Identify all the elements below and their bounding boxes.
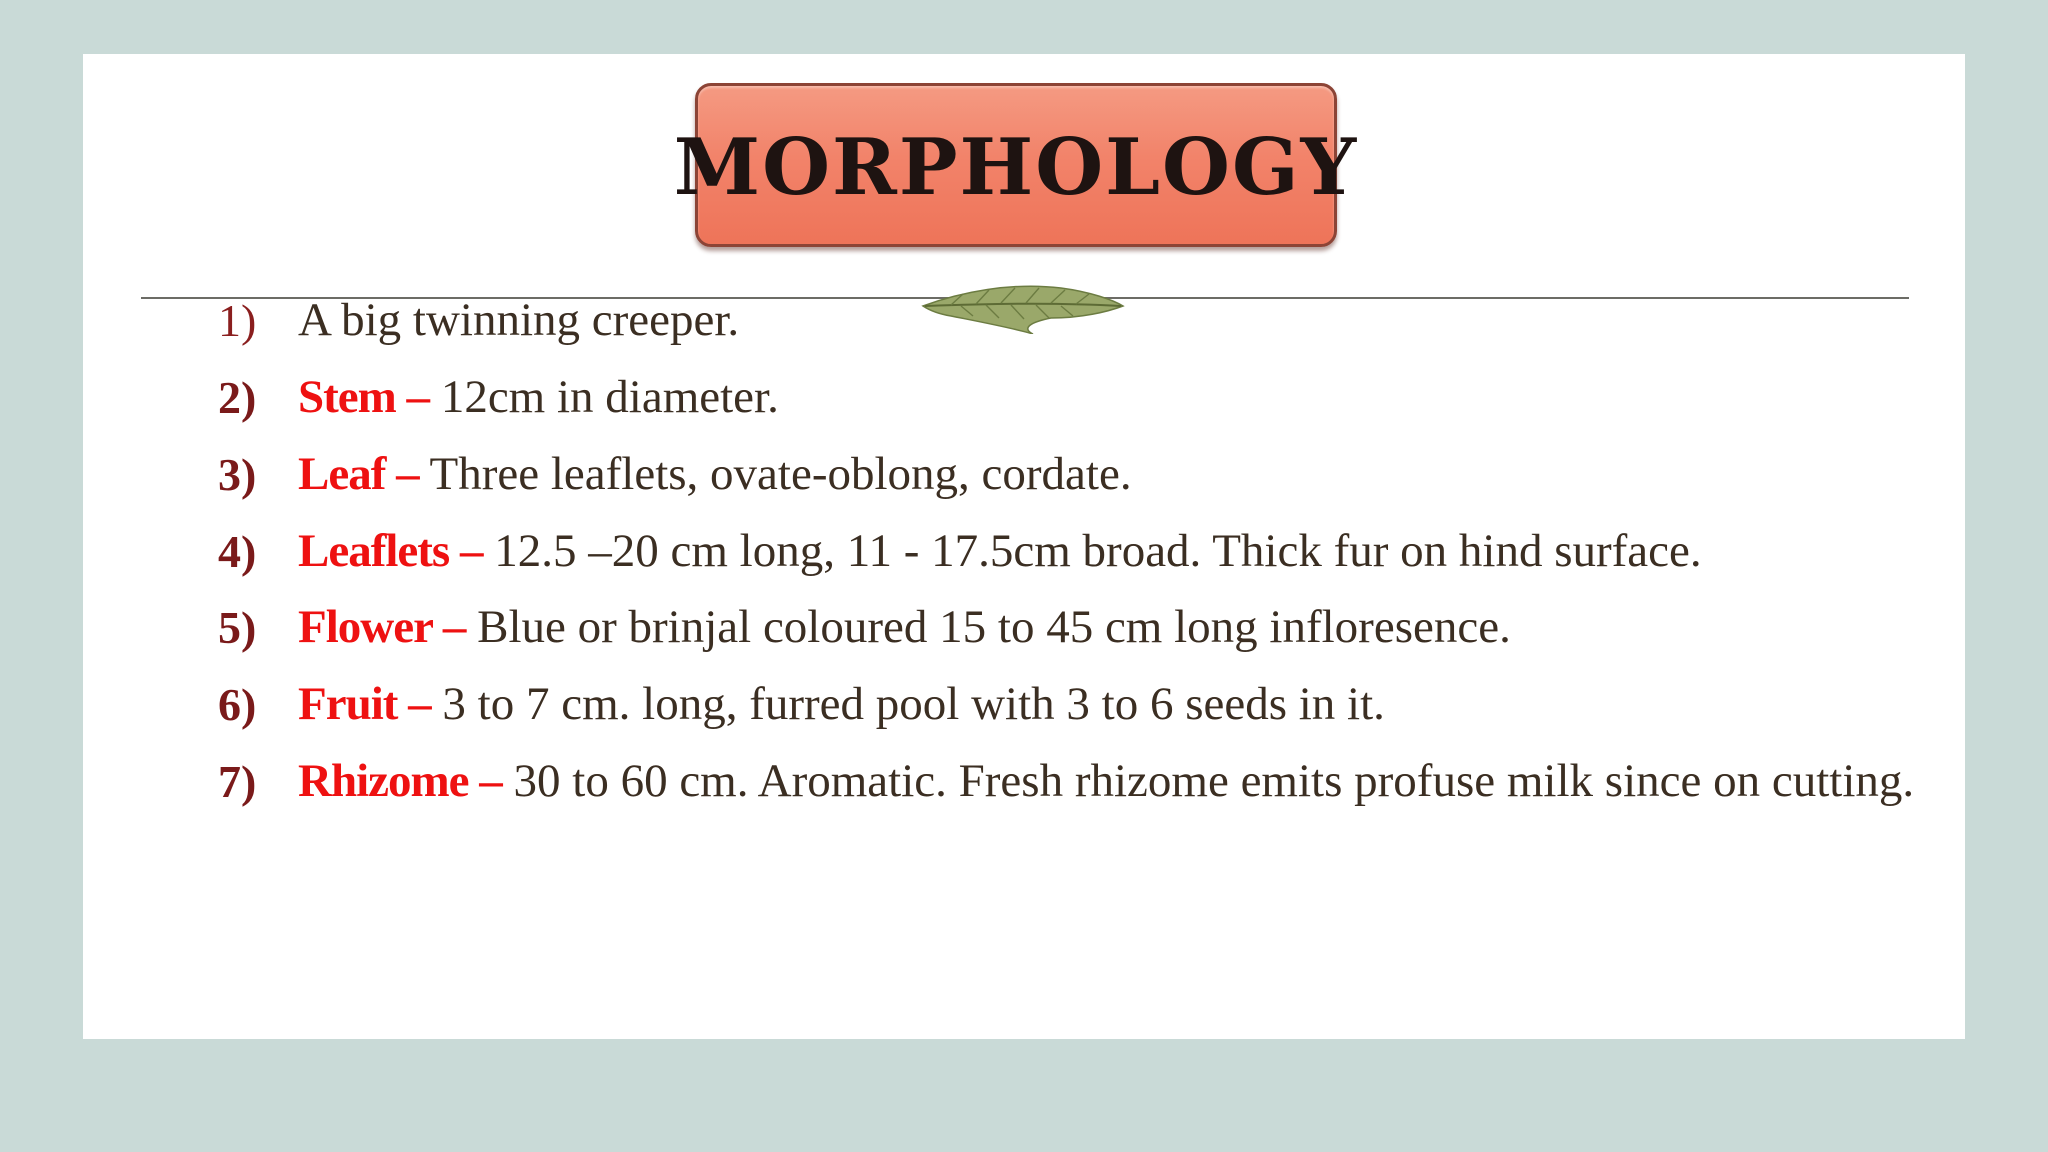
list-text — [298, 446, 1948, 502]
slide — [83, 54, 1965, 1039]
list-keyword: Stem – — [298, 371, 430, 423]
list-number: 3) — [218, 449, 257, 500]
list-number: 5) — [218, 602, 257, 653]
list-text — [298, 676, 1948, 732]
list-text — [298, 523, 1948, 579]
page-title: MORPHOLOGY — [673, 121, 1359, 213]
list-description: 3 to 7 cm. long, furred pool with 3 to 6 seeds in it. — [430, 678, 1385, 730]
list-keyword: Leaflets – — [298, 525, 483, 577]
list-text — [298, 753, 1948, 809]
list-description: 30 to 60 cm. Aromatic. Fresh rhizome emits profuse milk since on cutting. — [501, 755, 1915, 807]
list-description: 12cm in diameter. — [429, 371, 779, 423]
list-keyword: Flower – — [298, 601, 466, 653]
list-text — [298, 599, 1948, 655]
list-number: 1) — [218, 295, 257, 346]
list-text — [298, 369, 1948, 425]
title-banner — [673, 83, 1359, 247]
list-keyword: Rhizome – — [298, 755, 502, 807]
list-description: Blue or brinjal coloured 15 to 45 cm long infloresence. — [465, 601, 1511, 653]
list-description: 12.5 –20 cm long, 11 - 17.5cm broad. Thick fur on hind surface. — [482, 525, 1702, 577]
list-text — [298, 292, 1948, 348]
list-description: Three leaflets, ovate-oblong, cordate. — [418, 448, 1132, 500]
list-keyword: Leaf – — [298, 448, 419, 500]
list-keyword: Fruit – — [298, 678, 431, 730]
list-number: 6) — [218, 679, 257, 730]
list-number: 7) — [218, 756, 257, 807]
list-number: 4) — [218, 526, 257, 577]
list-description: A big twinning creeper. — [298, 294, 740, 346]
list-number: 2) — [218, 372, 257, 423]
